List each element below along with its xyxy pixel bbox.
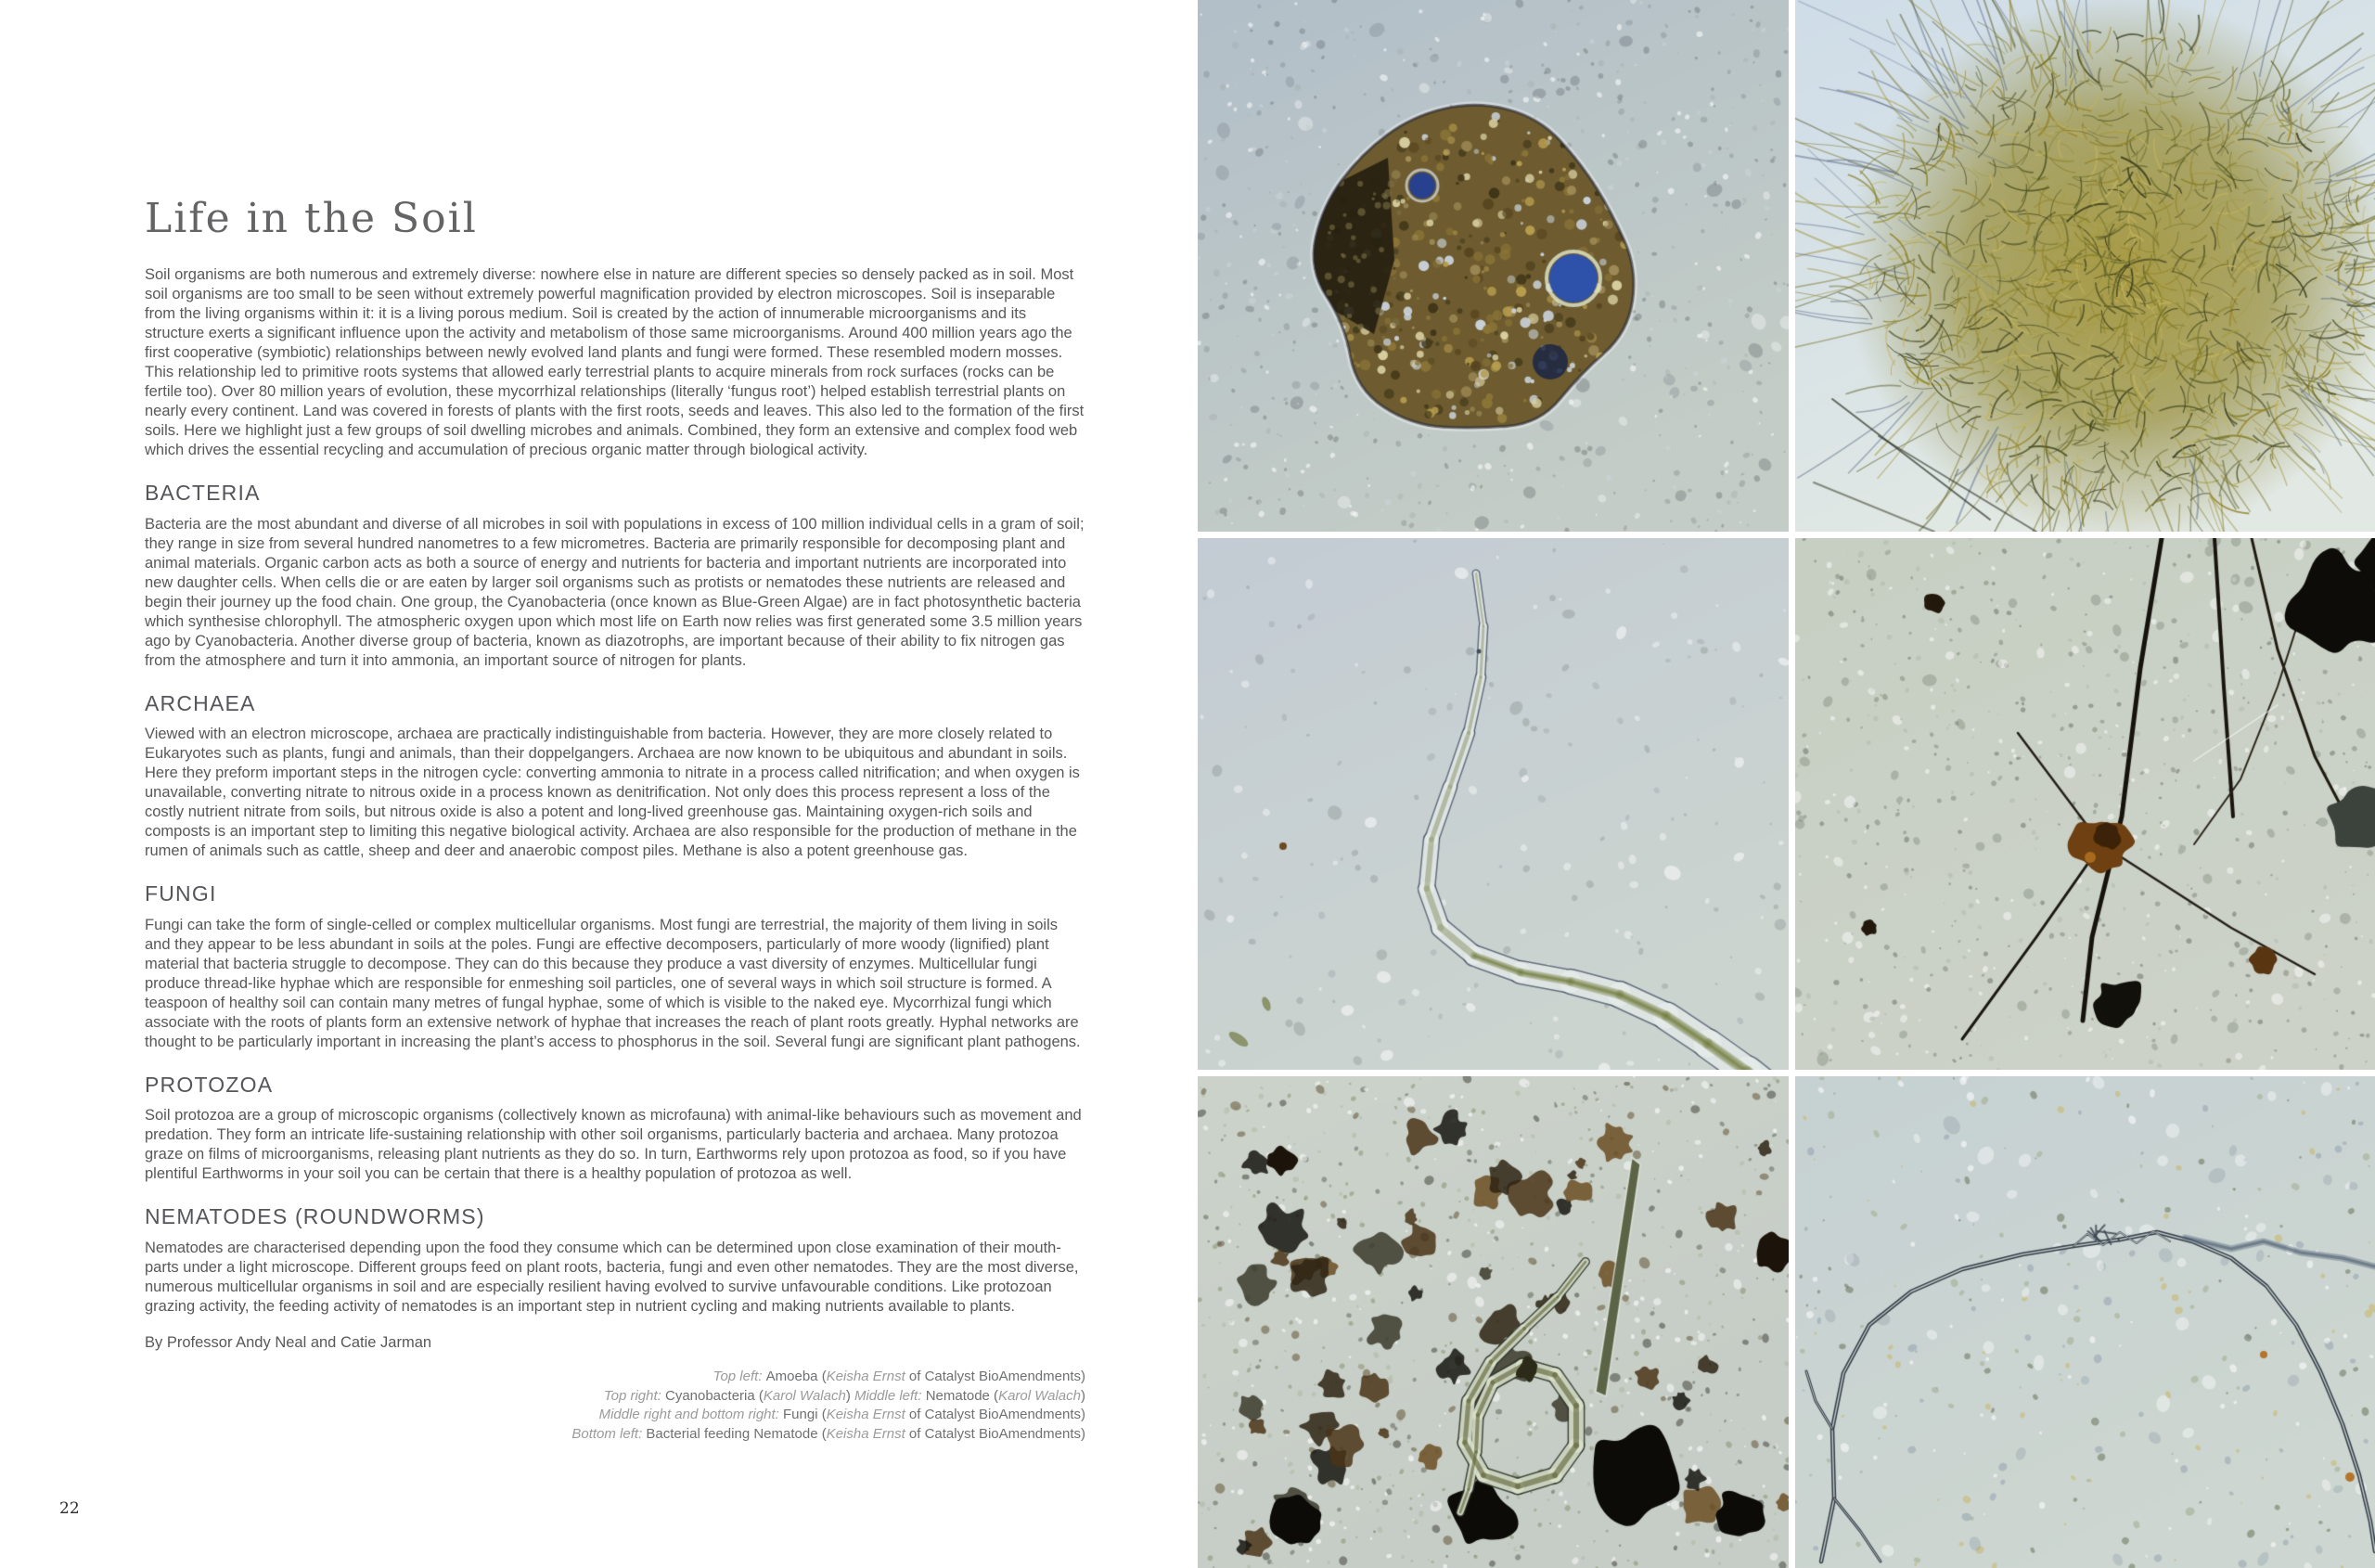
photo-fungi-hyphae [1795,1076,2375,1568]
photo-bacterial-feeding-nematode [1198,1076,1789,1568]
section-body-fungi: Fungi can take the form of single-celled or complex multicellular organisms. Most fungi are terrestrial, the majority of them living in soils and they appear to be less abundant in soils at the poles. Fungi are effective decomposers, particularly of more woody (lignified) plant material that bacteria struggle to decompose. They can do this because they produce a vast diversity of enzymes. Multicellular fungi produce thread-like hyphae which are responsible for enmeshing soil particles, one of several ways in which soil structure is formed. A teaspoon of healthy soil can contain many metres of fungal hyphae, some of which is visible to the naked eye. Mycorrhizal fungi which associate with the roots of plants form an extensive network of hyphae that increases the reach of plant roots greatly. Hyphal networks are thought to be particularly important in increasing the plant’s access to phosphorus in the soil. Several fungi are significant plant pathogens. [145,916,1081,1050]
article-column [145,197,1085,1444]
section-body-protozoa: Soil protozoa are a group of microscopic organisms (collectively known as microfauna) with animal-like behaviours such as movement and predation. They form an intricate life-sustaining relationship with other soil organisms, particularly bacteria and archaea. Many protozoa graze on films of microorganisms, releasing plant nutrients as they do so. In turn, Earthworms rely upon protozoa as food, so if you have plentiful Earthworms in your soil you can be certain that there is a healthy population of protozoa as well. [145,1107,1082,1183]
byline: By Professor Andy Neal and Catie Jarman [145,1333,432,1351]
section-body-nematodes: Nematodes are characterised depending upon the food they consume which can be determined upon close examination of their mouth-parts under a light microscope. Different groups feed on plant roots, bacteria, fungi and even other nematodes. They are the most diverse, numerous multicellular organisms in soil and are especially resilient having evolved to survive unfavourable conditions. Like protozoan grazing activity, the feeding activity of nematodes is an important step in nutrient cycling and making nutrients available to plants. [145,1239,1079,1315]
photo-amoeba [1198,0,1789,532]
bacterial-feeding-nematode-micrograph [1198,1076,1789,1568]
section-body-bacteria: Bacteria are the most abundant and diverse of all microbes in soil with populations in excess of 100 million individual cells in a gram of soil; they range in size from several hundred nanometres to a few micrometres. Bacteria are primarily responsible for decomposing plant and animal materials. Organic carbon acts as both a source of energy and nutrients for bacteria and important nutrients are incorporated into new daughter cells. When cells die or are eaten by larger soil organisms such as protists or nematodes these nutrients are released and begin their journey up the food chain. One group, the Cyanobacteria (once known as Blue-Green Algae) are in fact photosynthetic bacteria which synthesise chlorophyll. The atmospheric oxygen upon which most life on Earth now relies was first generated some 3.5 million years ago by Cyanobacteria. Another diverse group of bacteria, known as diazotrophs, are important because of their ability to fix nitrogen gas from the atmosphere and turn it into ammonia, an important source of nitrogen for plants. [145,515,1085,669]
fungi-hyphae-micrograph [1795,1076,2375,1568]
section-body-archaea: Viewed with an electron microscope, archaea are practically indistinguishable from bacteria. However, they are more closely related to Eukaryotes such as plants, fungi and animals, than their doppelgangers. Archaea are now known to be ubiquitous and abundant in soils. Here they preform important steps in the nitrogen cycle: converting ammonia to nitrate in a process called nitrification; and when oxygen is unavailable, converting nitrate to nitrous oxide in a process known as denitrification. Not only does this process represent a loss of the costly nutrient nitrate from soils, but nitrous oxide is also a potent and long-lived greenhouse gas. Maintaining oxygen-rich soils and composts is an important step to limiting this negative biological activity. Archaea are also responsible for the production of methane in the rumen of animals such as cattle, sheep and deer and anaerobic compost piles. Methane is also a potent greenhouse gas. [145,726,1080,860]
section-fungi [145,881,1085,1051]
section-nematodes [145,1204,1085,1316]
section-protozoa [145,1073,1085,1184]
photo-fungi-debris [1795,538,2375,1070]
section-heading-nematodes: NEMATODES (ROUNDWORMS) [145,1204,485,1229]
photo-nematode [1198,538,1789,1070]
section-heading-fungi: FUNGI [145,881,217,906]
section-heading-bacteria: BACTERIA [145,481,261,506]
photo-cyanobacteria [1795,0,2375,532]
credit-line: Top left: Amoeba (Keisha Ernst of Catalyst BioAmendments) [712,1369,1085,1385]
credit-line: Bottom left: Bacterial feeding Nematode (Keisha Ernst of Catalyst BioAmendments) [571,1425,1085,1442]
credit-line: Top right: Cyanobacteria (Karol Walach) Middle left: Nematode (Karol Walach) [603,1387,1085,1404]
credit-line: Middle right and bottom right: Fungi (Keisha Ernst of Catalyst BioAmendments) [598,1407,1085,1423]
intro-paragraph: Soil organisms are both numerous and extremely diverse: nowhere else in nature are different species so densely packed as in soil. Most soil organisms are too small to be seen without extremely powerful magnification provided by electron microscopes. Soil is inseparable from the living organisms within it: it is a living porous medium. Soil is created by the action of innumerable microorganisms and its structure exerts a significant influence upon the activity and metabolism of those same microorganisms. Around 400 million years ago the first cooperative (symbiotic) relationships between newly evolved land plants and fungi were formed. These resembled modern mosses. This relationship led to primitive roots systems that allowed early terrestrial plants to acquire minerals from rock surfaces (rocks can be fertile too). Over 80 million years of evolution, these mycorrhizal relationships (literally ‘fungus root’) helped establish terrestrial plants on nearly every continent. Land was covered in forests of plants with the first roots, seeds and leaves. This also led to the formation of the first soils. Here we highlight just a few groups of soil dwelling microbes and animals. Combined, they form an extensive and complex food web which drives the essential recycling and accumulation of precious organic matter through biological activity. [145,266,1085,459]
page-number: 22 [59,1499,80,1518]
nematode-micrograph [1198,538,1789,1070]
section-heading-protozoa: PROTOZOA [145,1072,274,1097]
fungi-debris-micrograph [1795,538,2375,1070]
section-heading-archaea: ARCHAEA [145,690,256,715]
cyanobacteria-micrograph [1795,0,2375,532]
section-bacteria [145,481,1085,670]
photo-credits [145,1368,1085,1444]
page-title: Life in the Soil [145,195,478,242]
amoeba-micrograph [1198,0,1789,532]
section-archaea [145,691,1085,861]
image-grid [1198,0,2375,1568]
